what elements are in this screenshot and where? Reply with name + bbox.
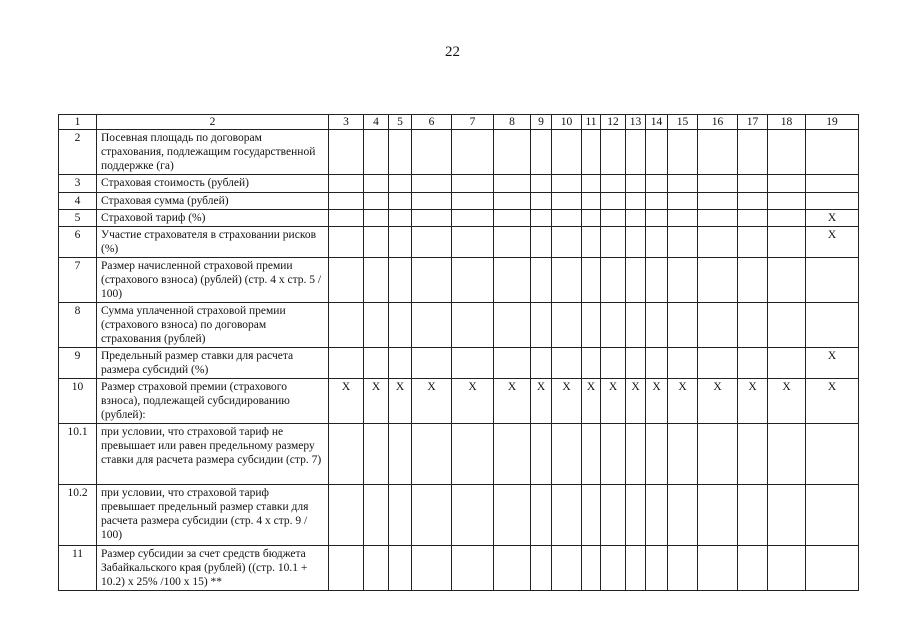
table-cell	[768, 546, 806, 591]
column-header: 1	[59, 115, 97, 130]
table-cell	[364, 210, 389, 227]
table-cell	[768, 227, 806, 258]
column-header: 19	[806, 115, 859, 130]
table-cell	[412, 193, 452, 210]
table-cell	[806, 258, 859, 303]
table-cell	[364, 130, 389, 175]
column-header: 12	[601, 115, 626, 130]
table-cell	[626, 348, 646, 379]
table-cell	[806, 485, 859, 546]
row-number: 4	[59, 193, 97, 210]
table-cell: X	[412, 379, 452, 424]
table-cell	[668, 546, 698, 591]
table-cell	[738, 130, 768, 175]
table-cell	[601, 175, 626, 193]
table-cell	[646, 485, 668, 546]
table-cell	[646, 348, 668, 379]
table-cell	[389, 227, 412, 258]
table-row	[59, 258, 859, 303]
table-cell: X	[646, 379, 668, 424]
table-cell	[494, 546, 531, 591]
table-cell	[601, 130, 626, 175]
table-cell	[452, 210, 494, 227]
table-cell	[601, 227, 626, 258]
table-cell	[582, 546, 601, 591]
table-cell	[582, 175, 601, 193]
table-cell	[806, 546, 859, 591]
table-row	[59, 485, 859, 546]
table-cell	[582, 210, 601, 227]
row-number: 2	[59, 130, 97, 175]
table-cell	[531, 130, 552, 175]
header-row	[59, 115, 859, 130]
table-row	[59, 424, 859, 485]
table-cell: X	[601, 379, 626, 424]
table-cell	[601, 210, 626, 227]
table-cell	[412, 130, 452, 175]
row-number: 9	[59, 348, 97, 379]
table-cell	[698, 175, 738, 193]
table-cell	[452, 546, 494, 591]
table-cell	[531, 348, 552, 379]
table-cell	[806, 193, 859, 210]
row-number: 7	[59, 258, 97, 303]
table-cell	[698, 130, 738, 175]
table-cell	[698, 210, 738, 227]
table-cell	[668, 424, 698, 485]
table-cell	[531, 193, 552, 210]
table-cell	[552, 258, 582, 303]
table-cell	[329, 348, 364, 379]
column-header: 14	[646, 115, 668, 130]
row-label: Предельный размер ставки для расчета размера субсидий (%)	[97, 348, 329, 379]
table-cell	[668, 175, 698, 193]
table-row	[59, 175, 859, 193]
table-cell	[412, 485, 452, 546]
column-header: 13	[626, 115, 646, 130]
table-cell	[738, 485, 768, 546]
table-cell	[494, 303, 531, 348]
table-cell	[364, 175, 389, 193]
table-cell	[452, 485, 494, 546]
table-cell	[494, 348, 531, 379]
table-cell: X	[698, 379, 738, 424]
column-header: 9	[531, 115, 552, 130]
row-label: Размер начисленной страховой премии (страхового взноса) (рублей) (стр. 4 х стр. 5 / 100)	[97, 258, 329, 303]
table-cell	[329, 303, 364, 348]
table-cell	[389, 130, 412, 175]
table-cell	[389, 175, 412, 193]
row-label: Размер страховой премии (страхового взноса), подлежащей субсидированию (рублей):	[97, 379, 329, 424]
table-cell	[452, 303, 494, 348]
row-label: Сумма уплаченной страховой премии (страхового взноса) по договорам страхования (рублей)	[97, 303, 329, 348]
table-cell	[626, 227, 646, 258]
table-cell	[738, 193, 768, 210]
table-cell	[364, 348, 389, 379]
table-cell	[806, 130, 859, 175]
table-cell	[668, 210, 698, 227]
table-cell	[768, 210, 806, 227]
table-cell	[601, 424, 626, 485]
table-cell	[668, 258, 698, 303]
table-cell: X	[806, 348, 859, 379]
subsidy-calculation-table	[58, 114, 859, 591]
table-cell	[412, 210, 452, 227]
table-cell	[582, 424, 601, 485]
table-cell	[552, 130, 582, 175]
table-cell	[494, 485, 531, 546]
column-header: 5	[389, 115, 412, 130]
table-cell	[552, 485, 582, 546]
table-cell	[806, 175, 859, 193]
table-cell	[738, 546, 768, 591]
column-header: 16	[698, 115, 738, 130]
table-cell	[582, 258, 601, 303]
column-header: 10	[552, 115, 582, 130]
table-cell	[582, 485, 601, 546]
row-label: Размер субсидии за счет средств бюджета Забайкальского края (рублей) ((стр. 10.1 + 10.2) x 25% /100 x 15) **	[97, 546, 329, 591]
table-cell	[626, 193, 646, 210]
table-cell	[738, 424, 768, 485]
table-cell	[738, 227, 768, 258]
row-label: при условии, что страховой тариф превышает предельный размер ставки для расчета размера субсидии (стр. 4 х стр. 9 / 100)	[97, 485, 329, 546]
table-cell	[329, 227, 364, 258]
row-label: Страховая стоимость (рублей)	[97, 175, 329, 193]
table-cell	[494, 175, 531, 193]
column-header: 11	[582, 115, 601, 130]
row-number: 3	[59, 175, 97, 193]
page-number: 22	[445, 44, 460, 60]
row-number: 10	[59, 379, 97, 424]
table-cell	[646, 546, 668, 591]
table-cell	[768, 424, 806, 485]
row-label: Страховая сумма (рублей)	[97, 193, 329, 210]
table-cell: X	[552, 379, 582, 424]
table-cell	[626, 130, 646, 175]
table-cell	[626, 424, 646, 485]
table-cell	[452, 227, 494, 258]
table-cell	[668, 130, 698, 175]
table-cell	[389, 424, 412, 485]
table-row	[59, 303, 859, 348]
table-cell	[412, 258, 452, 303]
table-cell	[389, 303, 412, 348]
table-cell	[646, 210, 668, 227]
table-cell	[552, 546, 582, 591]
row-label: при условии, что страховой тариф не превышает или равен предельному размеру ставки для расчета размера субсидии (стр. 7)	[97, 424, 329, 485]
table-cell	[364, 546, 389, 591]
table-cell	[698, 348, 738, 379]
column-header: 7	[452, 115, 494, 130]
table-cell	[531, 227, 552, 258]
table-cell	[452, 130, 494, 175]
table-cell	[582, 227, 601, 258]
row-number: 6	[59, 227, 97, 258]
table-cell	[531, 210, 552, 227]
table-cell: X	[668, 379, 698, 424]
column-header: 15	[668, 115, 698, 130]
table-cell	[452, 424, 494, 485]
table-cell	[738, 348, 768, 379]
table-cell	[364, 193, 389, 210]
table-cell	[646, 193, 668, 210]
table-cell	[412, 303, 452, 348]
table-row	[59, 227, 859, 258]
table-cell	[364, 258, 389, 303]
table-cell: X	[364, 379, 389, 424]
column-header: 3	[329, 115, 364, 130]
column-header: 4	[364, 115, 389, 130]
table-cell	[329, 424, 364, 485]
table-cell	[494, 424, 531, 485]
table-cell	[531, 303, 552, 348]
table-cell	[668, 485, 698, 546]
table-cell	[389, 348, 412, 379]
table-cell	[552, 424, 582, 485]
table-cell	[412, 175, 452, 193]
table-cell	[329, 258, 364, 303]
table-cell	[698, 258, 738, 303]
table-cell	[389, 193, 412, 210]
table-cell	[364, 485, 389, 546]
table-cell	[768, 303, 806, 348]
table-cell	[531, 175, 552, 193]
table-row	[59, 210, 859, 227]
table-cell	[364, 227, 389, 258]
table-cell	[412, 227, 452, 258]
table-cell	[601, 303, 626, 348]
table-cell	[601, 193, 626, 210]
table-cell: X	[806, 210, 859, 227]
table-cell	[768, 175, 806, 193]
table-cell	[768, 258, 806, 303]
table-cell	[452, 193, 494, 210]
table-cell	[601, 258, 626, 303]
table-cell	[329, 546, 364, 591]
table-cell	[582, 303, 601, 348]
table-cell	[582, 348, 601, 379]
table-cell	[452, 348, 494, 379]
table-cell	[738, 258, 768, 303]
table-cell	[452, 175, 494, 193]
table-cell	[552, 210, 582, 227]
table-row	[59, 130, 859, 175]
table-cell	[668, 303, 698, 348]
table-cell	[698, 424, 738, 485]
table-cell: X	[531, 379, 552, 424]
table-cell	[698, 227, 738, 258]
table-cell	[646, 227, 668, 258]
row-number: 5	[59, 210, 97, 227]
table-cell	[329, 210, 364, 227]
table-cell	[412, 424, 452, 485]
table-cell	[626, 175, 646, 193]
column-header: 6	[412, 115, 452, 130]
table-cell	[698, 193, 738, 210]
table-cell	[738, 303, 768, 348]
table-cell: X	[806, 227, 859, 258]
table-cell: X	[452, 379, 494, 424]
table-cell	[552, 348, 582, 379]
table-cell	[552, 175, 582, 193]
row-label: Посевная площадь по договорам страхования, подлежащим государственной поддержке (га)	[97, 130, 329, 175]
table-cell	[646, 175, 668, 193]
table-cell	[412, 546, 452, 591]
column-header: 8	[494, 115, 531, 130]
table-row	[59, 193, 859, 210]
table-cell	[494, 193, 531, 210]
table-cell	[452, 258, 494, 303]
table-cell	[494, 130, 531, 175]
column-header: 17	[738, 115, 768, 130]
table-cell	[582, 130, 601, 175]
column-header: 18	[768, 115, 806, 130]
table-cell: X	[738, 379, 768, 424]
table-cell	[389, 485, 412, 546]
table-cell	[646, 130, 668, 175]
table-row	[59, 379, 859, 424]
table-cell	[531, 546, 552, 591]
table-cell	[626, 546, 646, 591]
table-cell	[389, 546, 412, 591]
table-cell	[552, 303, 582, 348]
table-cell	[668, 227, 698, 258]
table-cell: X	[582, 379, 601, 424]
table-cell	[668, 348, 698, 379]
table-cell	[329, 130, 364, 175]
table-cell	[389, 210, 412, 227]
table-cell	[389, 258, 412, 303]
table-row	[59, 348, 859, 379]
table-cell	[364, 303, 389, 348]
table-cell: X	[389, 379, 412, 424]
row-number: 11	[59, 546, 97, 591]
row-number: 10.1	[59, 424, 97, 485]
table-cell	[646, 303, 668, 348]
table-cell	[531, 258, 552, 303]
table-cell: X	[494, 379, 531, 424]
table-cell	[552, 193, 582, 210]
table-cell	[626, 303, 646, 348]
table-cell	[494, 210, 531, 227]
table-cell: X	[768, 379, 806, 424]
table-cell	[329, 175, 364, 193]
table-cell	[552, 227, 582, 258]
table-cell	[646, 424, 668, 485]
table-cell	[646, 258, 668, 303]
table-cell	[329, 193, 364, 210]
table-cell	[531, 424, 552, 485]
table-cell	[698, 546, 738, 591]
table-cell	[601, 485, 626, 546]
table-cell	[329, 485, 364, 546]
table-cell: X	[806, 379, 859, 424]
table-cell	[626, 258, 646, 303]
table-cell	[601, 348, 626, 379]
table-row	[59, 546, 859, 591]
table-cell	[364, 424, 389, 485]
table-cell	[698, 485, 738, 546]
table-cell	[768, 193, 806, 210]
column-header: 2	[97, 115, 329, 130]
row-number: 8	[59, 303, 97, 348]
row-label: Страховой тариф (%)	[97, 210, 329, 227]
table-cell	[494, 258, 531, 303]
table-cell	[768, 130, 806, 175]
row-label: Участие страхователя в страховании рисков (%)	[97, 227, 329, 258]
table-cell	[806, 424, 859, 485]
table-cell	[768, 348, 806, 379]
table-cell: X	[626, 379, 646, 424]
table-cell: X	[329, 379, 364, 424]
table-cell	[738, 175, 768, 193]
table-cell	[668, 193, 698, 210]
table-cell	[738, 210, 768, 227]
table-cell	[806, 303, 859, 348]
table-cell	[412, 348, 452, 379]
table-cell	[698, 303, 738, 348]
table-cell	[582, 193, 601, 210]
table-cell	[626, 485, 646, 546]
table-cell	[531, 485, 552, 546]
table-cell	[768, 485, 806, 546]
table-cell	[601, 546, 626, 591]
row-number: 10.2	[59, 485, 97, 546]
table-cell	[626, 210, 646, 227]
table-cell	[494, 227, 531, 258]
